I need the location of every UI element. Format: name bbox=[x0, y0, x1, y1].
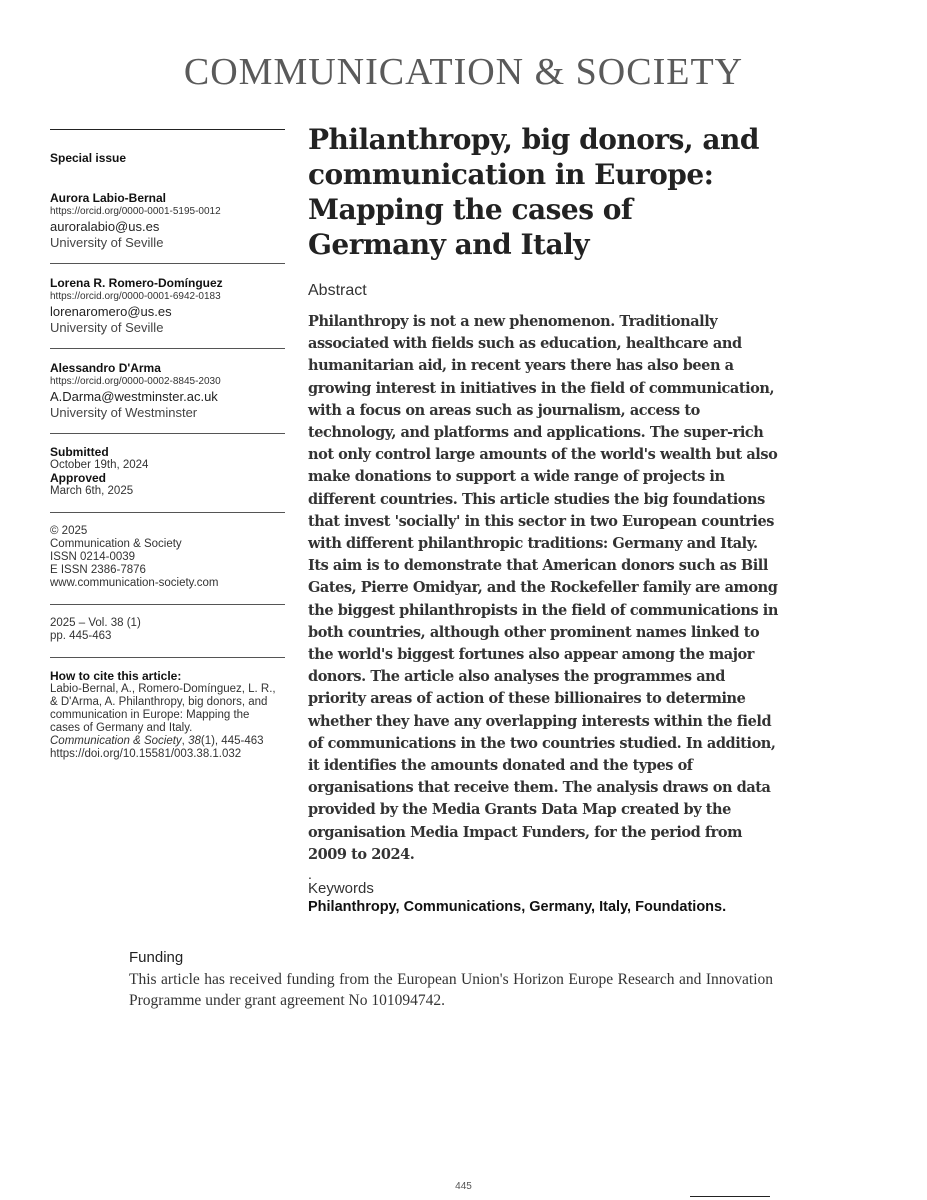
author-3 bbox=[50, 361, 285, 421]
sidebar-divider bbox=[50, 604, 285, 605]
author-email[interactable]: lorenaromero@us.es bbox=[50, 304, 172, 319]
cite-line: & D'Arma, A. Philanthropy, big donors, and bbox=[50, 696, 268, 708]
cite-doi[interactable]: https://doi.org/10.15581/003.38.1.032 bbox=[50, 748, 242, 760]
author-orcid[interactable]: https://orcid.org/0000-0001-6942-0183 bbox=[50, 291, 221, 302]
keywords-label: Keywords bbox=[308, 880, 374, 898]
sidebar-divider bbox=[50, 433, 285, 434]
sidebar-divider bbox=[50, 512, 285, 513]
submitted-label: Submitted bbox=[50, 445, 109, 459]
cite-label: How to cite this article: bbox=[50, 669, 182, 683]
sidebar-divider bbox=[50, 263, 285, 264]
author-affiliation: University of Westminster bbox=[50, 405, 198, 420]
sidebar bbox=[50, 129, 285, 775]
main-column bbox=[308, 122, 778, 917]
copyright-line: ISSN 0214-0039 bbox=[50, 551, 136, 563]
trailing-dot: . bbox=[308, 866, 312, 883]
page-range: pp. 445-463 bbox=[50, 630, 112, 642]
sidebar-divider bbox=[50, 657, 285, 658]
dates-block bbox=[50, 446, 285, 498]
copyright-line: Communication & Society bbox=[50, 538, 182, 550]
author-name: Aurora Labio-Bernal bbox=[50, 191, 167, 205]
journal-website[interactable]: www.communication-society.com bbox=[50, 577, 219, 589]
funding-section bbox=[129, 948, 773, 1011]
author-email[interactable]: auroralabio@us.es bbox=[50, 219, 160, 234]
cite-journal-line bbox=[50, 735, 285, 748]
special-issue-label: Special issue bbox=[50, 151, 127, 165]
cite-issue: (1), 445-463 bbox=[200, 735, 264, 747]
journal-title: COMMUNICATION & SOCIETY bbox=[183, 51, 744, 93]
cite-volume: 38 bbox=[188, 735, 201, 747]
author-orcid[interactable]: https://orcid.org/0000-0002-8845-2030 bbox=[50, 376, 221, 387]
copyright-line: © 2025 bbox=[50, 525, 88, 537]
submitted-date: October 19th, 2024 bbox=[50, 459, 149, 471]
author-affiliation: University of Seville bbox=[50, 235, 164, 250]
funding-label: Funding bbox=[129, 949, 184, 966]
copyright-block bbox=[50, 525, 285, 590]
cite-line: Labio-Bernal, A., Romero-Domínguez, L. R., bbox=[50, 683, 276, 695]
cite-line: communication in Europe: Mapping the bbox=[50, 709, 250, 721]
author-name: Alessandro D'Arma bbox=[50, 361, 161, 375]
author-1 bbox=[50, 191, 285, 251]
approved-label: Approved bbox=[50, 471, 107, 485]
volume-info: 2025 – Vol. 38 (1) bbox=[50, 617, 141, 629]
keywords-text: Philanthropy, Communications, Germany, Italy, Foundations. bbox=[308, 899, 727, 916]
citation-block bbox=[50, 670, 285, 761]
cite-separator: , bbox=[181, 735, 189, 747]
funding-text: This article has received funding from the European Union's Horizon Europe Research and Innovation Programme under grant agreement No 101094742. bbox=[129, 971, 773, 1009]
page-number: 445 bbox=[455, 1181, 472, 1192]
abstract-text: Philanthropy is not a new phenomenon. Traditionally associated with fields such as education, healthcare and humanitarian aid, in recent years there has also been a growing interest in initiatives in the field of communication, with a focus on areas such as journalism, access to technology, and platforms and applications. The super-rich not only control large amounts of the world's wealth but also make donations to support a wide range of projects in different countries. This article studies the big foundations that invest 'socially' in this sector in two European countries with different philanthropic traditions: Germany and Italy. Its aim is to demonstrate that American donors such as Bill Gates, Pierre Omidyar, and the Rockefeller family are among the biggest philanthropists in the field of communications in both countries, although other prominent names linked to the world's biggest fortunes also appear among the major donors. The article also analyses the programmes and priority areas of action of these billionaires to determine whether they have any overlapping interests within the field of communications in the two countries studied. In addition, it identifies the amounts donated and the types of organisations that receive them. The analysis draws on data provided by the Media Grants Data Map created by the organisation Media Impact Funders, for the period from 2009 to 2024. bbox=[308, 313, 778, 863]
cite-journal: Communication & Society bbox=[50, 735, 182, 747]
sidebar-top-rule bbox=[50, 129, 285, 130]
volume-block bbox=[50, 617, 285, 643]
author-email[interactable]: A.Darma@westminster.ac.uk bbox=[50, 389, 218, 404]
abstract-label: Abstract bbox=[308, 282, 367, 299]
copyright-line: E ISSN 2386-7876 bbox=[50, 564, 146, 576]
approved-date: March 6th, 2025 bbox=[50, 485, 134, 497]
cite-line: cases of Germany and Italy. bbox=[50, 722, 193, 734]
author-name: Lorena R. Romero-Domínguez bbox=[50, 276, 223, 290]
sidebar-divider bbox=[50, 348, 285, 349]
footer-rule bbox=[690, 1196, 770, 1197]
article-title: Philanthropy, big donors, and communication in Europe: Mapping the cases of Germany and Italy bbox=[308, 123, 759, 261]
author-affiliation: University of Seville bbox=[50, 320, 164, 335]
author-orcid[interactable]: https://orcid.org/0000-0001-5195-0012 bbox=[50, 206, 221, 217]
author-2 bbox=[50, 276, 285, 336]
